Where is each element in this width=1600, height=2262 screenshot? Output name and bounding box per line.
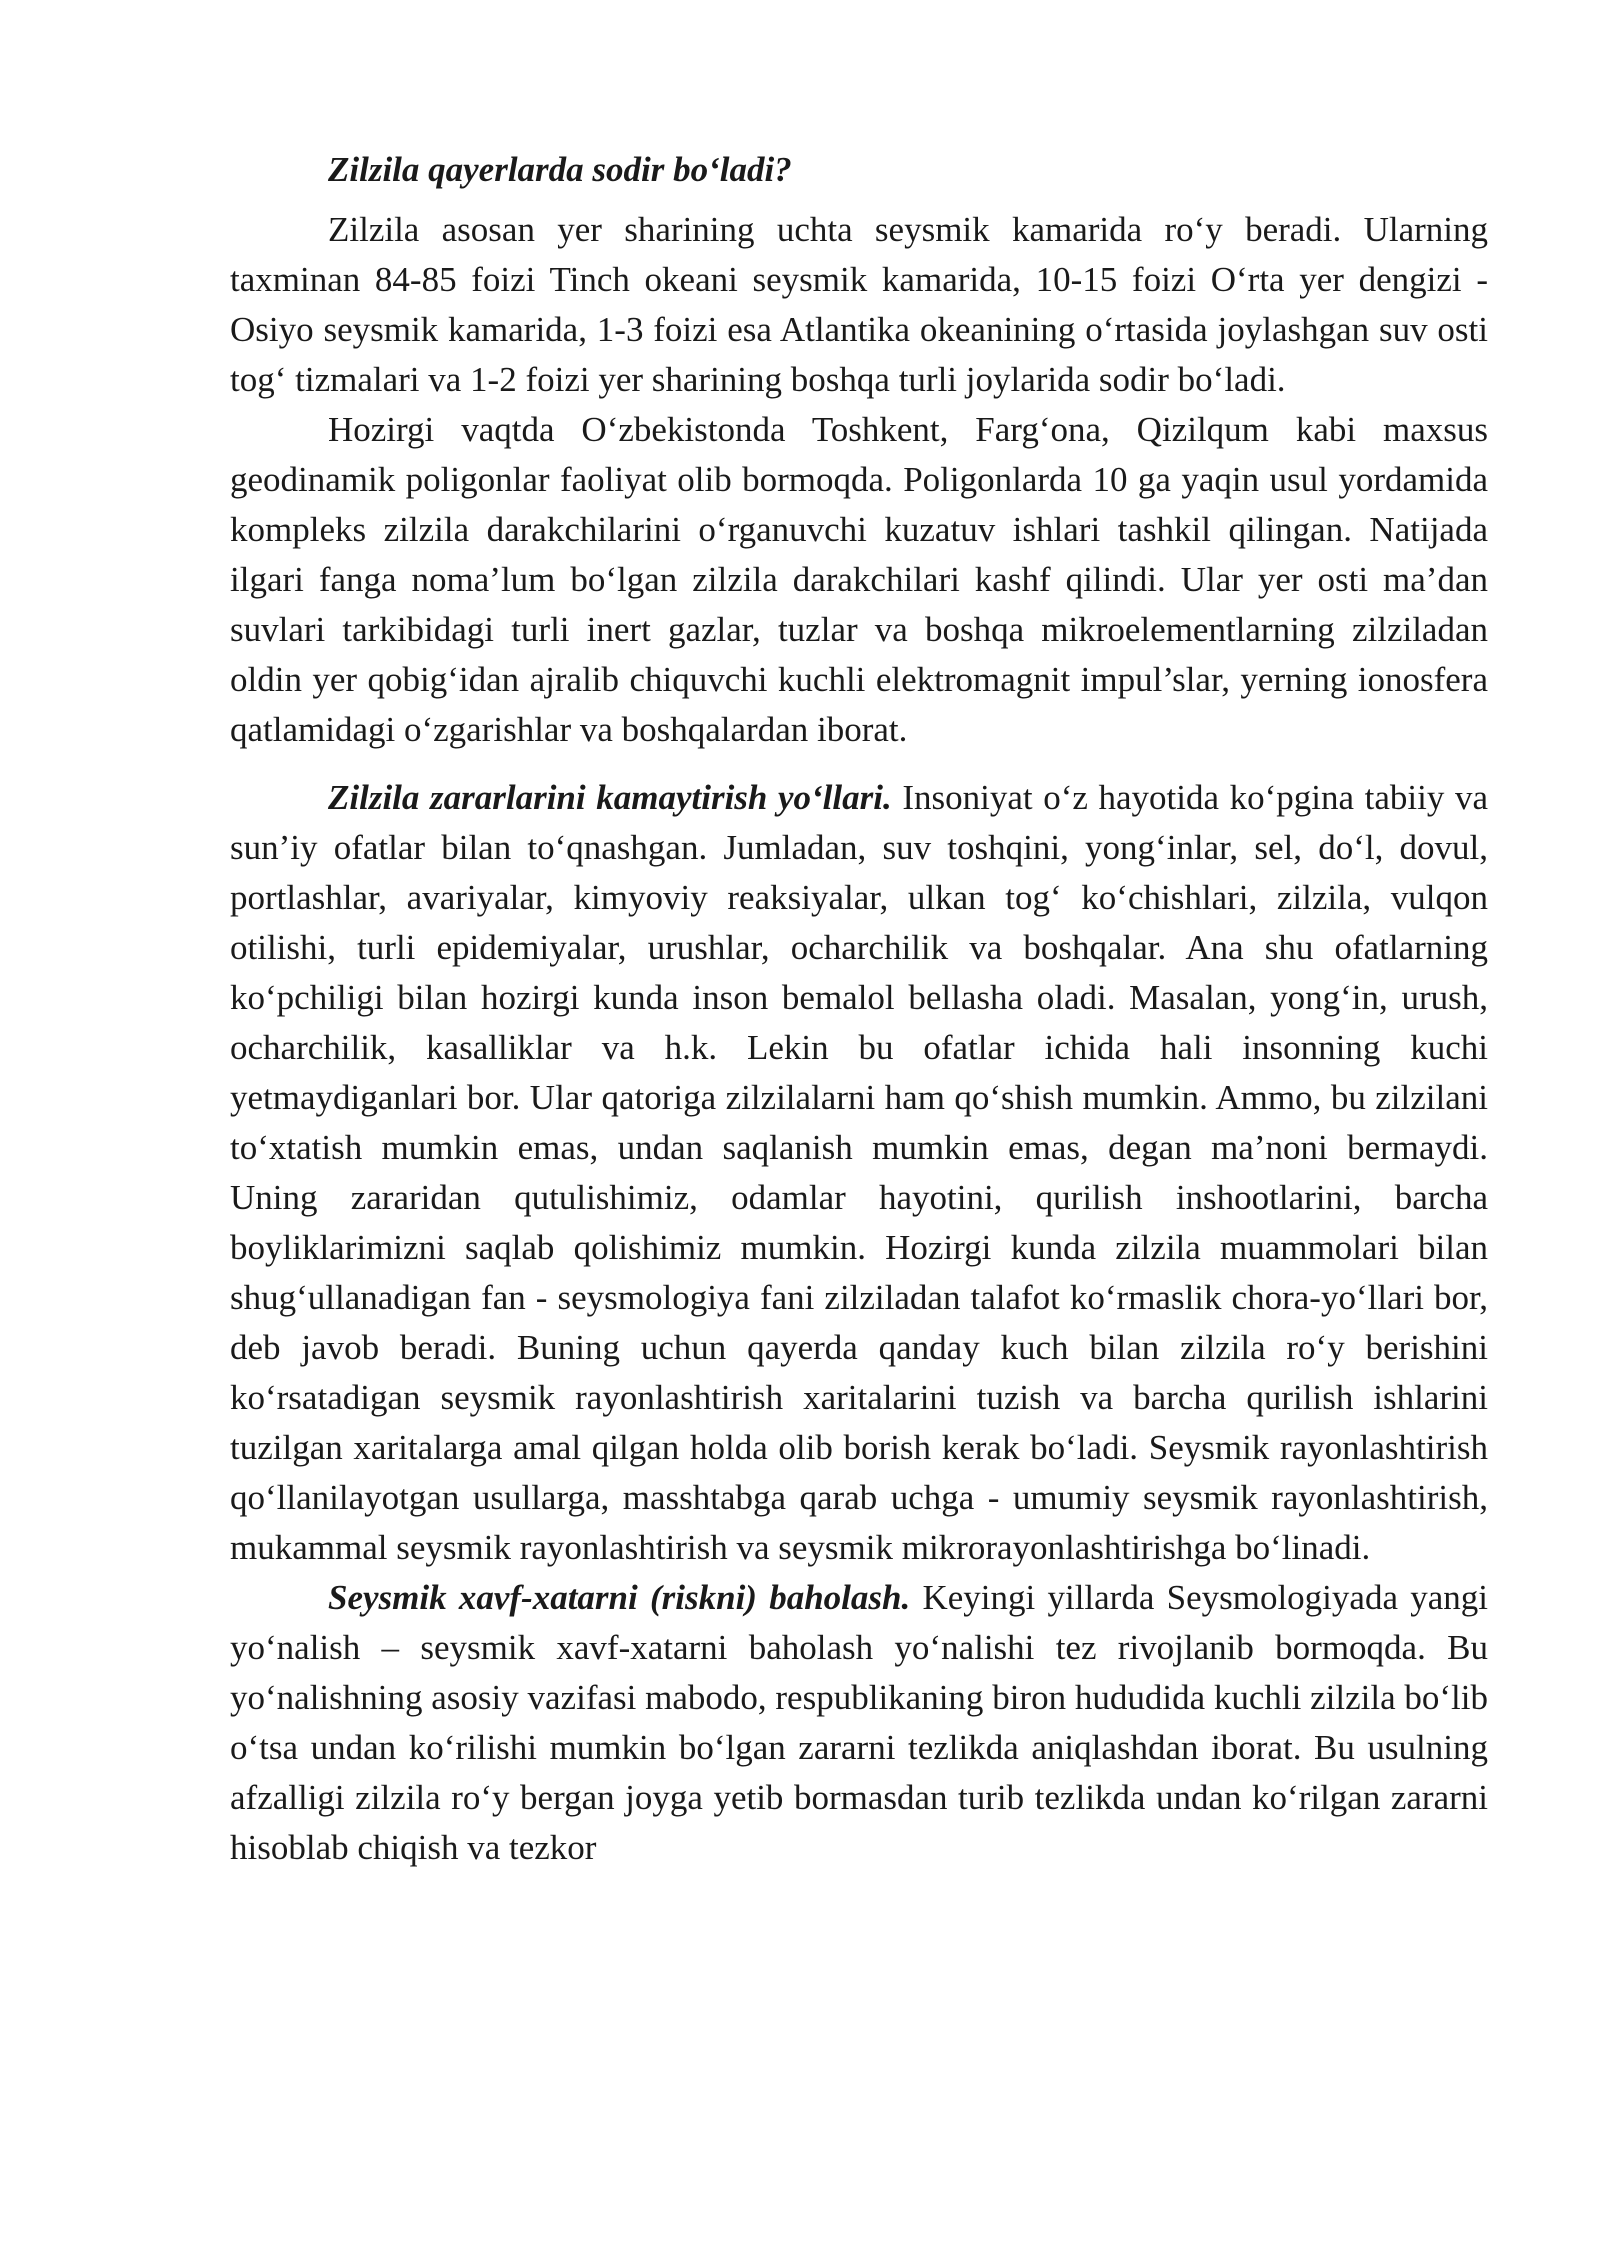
- paragraph-damage-reduction-body: Insoniyat o‘z hayotida ko‘pgina tabiiy va sun’iy ofatlar bilan to‘qnashgan. Jumladan, suv toshqini, yong‘inlar, sel, do‘l, dovul, portlashlar, avariyalar, kimyoviy reaksiyalar, ulkan tog‘ ko‘chishlari, zilzila, vulqon otilishi, turli epidemiyalar, urushlar, ocharchilik va boshqalar. Ana shu ofatlarning ko‘pchiligi bilan hozirgi kunda inson bemalol bellasha oladi. Masalan, yong‘in, urush, ocharchilik, kasalliklar va h.k. Lekin bu ofatlar ichida hali insonning kuchi yetmaydiganlari bor. Ular qatoriga zilzilalarni ham qo‘shish mumkin. Ammo, bu zilzilani to‘xtatish mumkin emas, undan saqlanish mumkin emas, degan ma’noni bermaydi. Uning zararidan qutulishimiz, odamlar hayotini, qurilish inshootlarini, barcha boyliklarimizni saqlab qolishimiz mumkin. Hozirgi kunda zilzila muammolari bilan shug‘ullanadigan fan - seysmologiya fani zilziladan talafot ko‘rmaslik chora-yo‘llari bor, deb javob beradi. Buning uchun qayerda qanday kuch bilan zilzila ro‘y berishini ko‘rsatadigan seysmik rayonlashtirish xaritalarini tuzish va barcha qurilish ishlarini tuzilgan xaritalarga amal qilgan holda olib borish kerak bo‘ladi. Seysmik rayonlashtirish qo‘llanilayotgan usullarga, masshtabga qarab uchga - umumiy seysmik rayonlashtirish, mukammal seysmik rayonlashtirish va seysmik mikrorayonlashtirishga bo‘linadi.: [230, 778, 1488, 1567]
- paragraph-seismic-belts: Zilzila asosan yer sharining uchta seysmik kamarida ro‘y beradi. Ularning taxminan 84-85 foizi Tinch okeani seysmik kamarida, 10-15 foizi O‘rta yer dengizi - Osiyo seysmik kamarida, 1-3 foizi esa Atlantika okeanining o‘rtasida joylashgan suv osti tog‘ tizmalari va 1-2 foizi yer sharining boshqa turli joylarida sodir bo‘ladi.: [230, 210, 1488, 399]
- section-title: Zilzila qayerlarda sodir bo‘ladi?: [328, 150, 792, 189]
- paragraph-damage-reduction-title: Zilzila zararlarini kamaytirish yo‘llari.: [328, 778, 892, 817]
- paragraph-risk-assessment: [230, 1573, 1488, 1873]
- document-page: [230, 145, 1488, 1873]
- paragraph-risk-assessment-title: Seysmik xavf-xatarni (riskni) baholash.: [328, 1578, 911, 1617]
- paragraph-damage-reduction: [230, 773, 1488, 1573]
- paragraph-risk-assessment-body: Keyingi yillarda Seysmologiyada yangi yo‘nalish – seysmik xavf-xatarni baholash yo‘nalishi tez rivojlanib bormoqda. Bu yo‘nalishning asosiy vazifasi mabodo, respublikaning biron hududida kuchli zilzila bo‘lib o‘tsa undan ko‘rilishi mumkin bo‘lgan zararni tezlikda aniqlashdan iborat. Bu usulning afzalligi zilzila ro‘y bergan joyga yetib bormasdan turib tezlikda undan ko‘rilgan zararni hisoblab chiqish va tezkor: [230, 1578, 1488, 1867]
- paragraph-geodynamic-polygons: Hozirgi vaqtda O‘zbekistonda Toshkent, Farg‘ona, Qizilqum kabi maxsus geodinamik poligonlar faoliyat olib bormoqda. Poligonlarda 10 ga yaqin usul yordamida kompleks zilzila darakchilarini o‘rganuvchi kuzatuv ishlari tashkil qilingan. Natijada ilgari fanga noma’lum bo‘lgan zilzila darakchilari kashf qilindi. Ular yer osti ma’dan suvlari tarkibidagi turli inert gazlar, tuzlar va boshqa mikroelementlarning zilziladan oldin yer qobig‘idan ajralib chiquvchi kuchli elektromagnit impul’slar, yerning ionosfera qatlamidagi o‘zgarishlar va boshqalardan iborat.: [230, 410, 1488, 749]
